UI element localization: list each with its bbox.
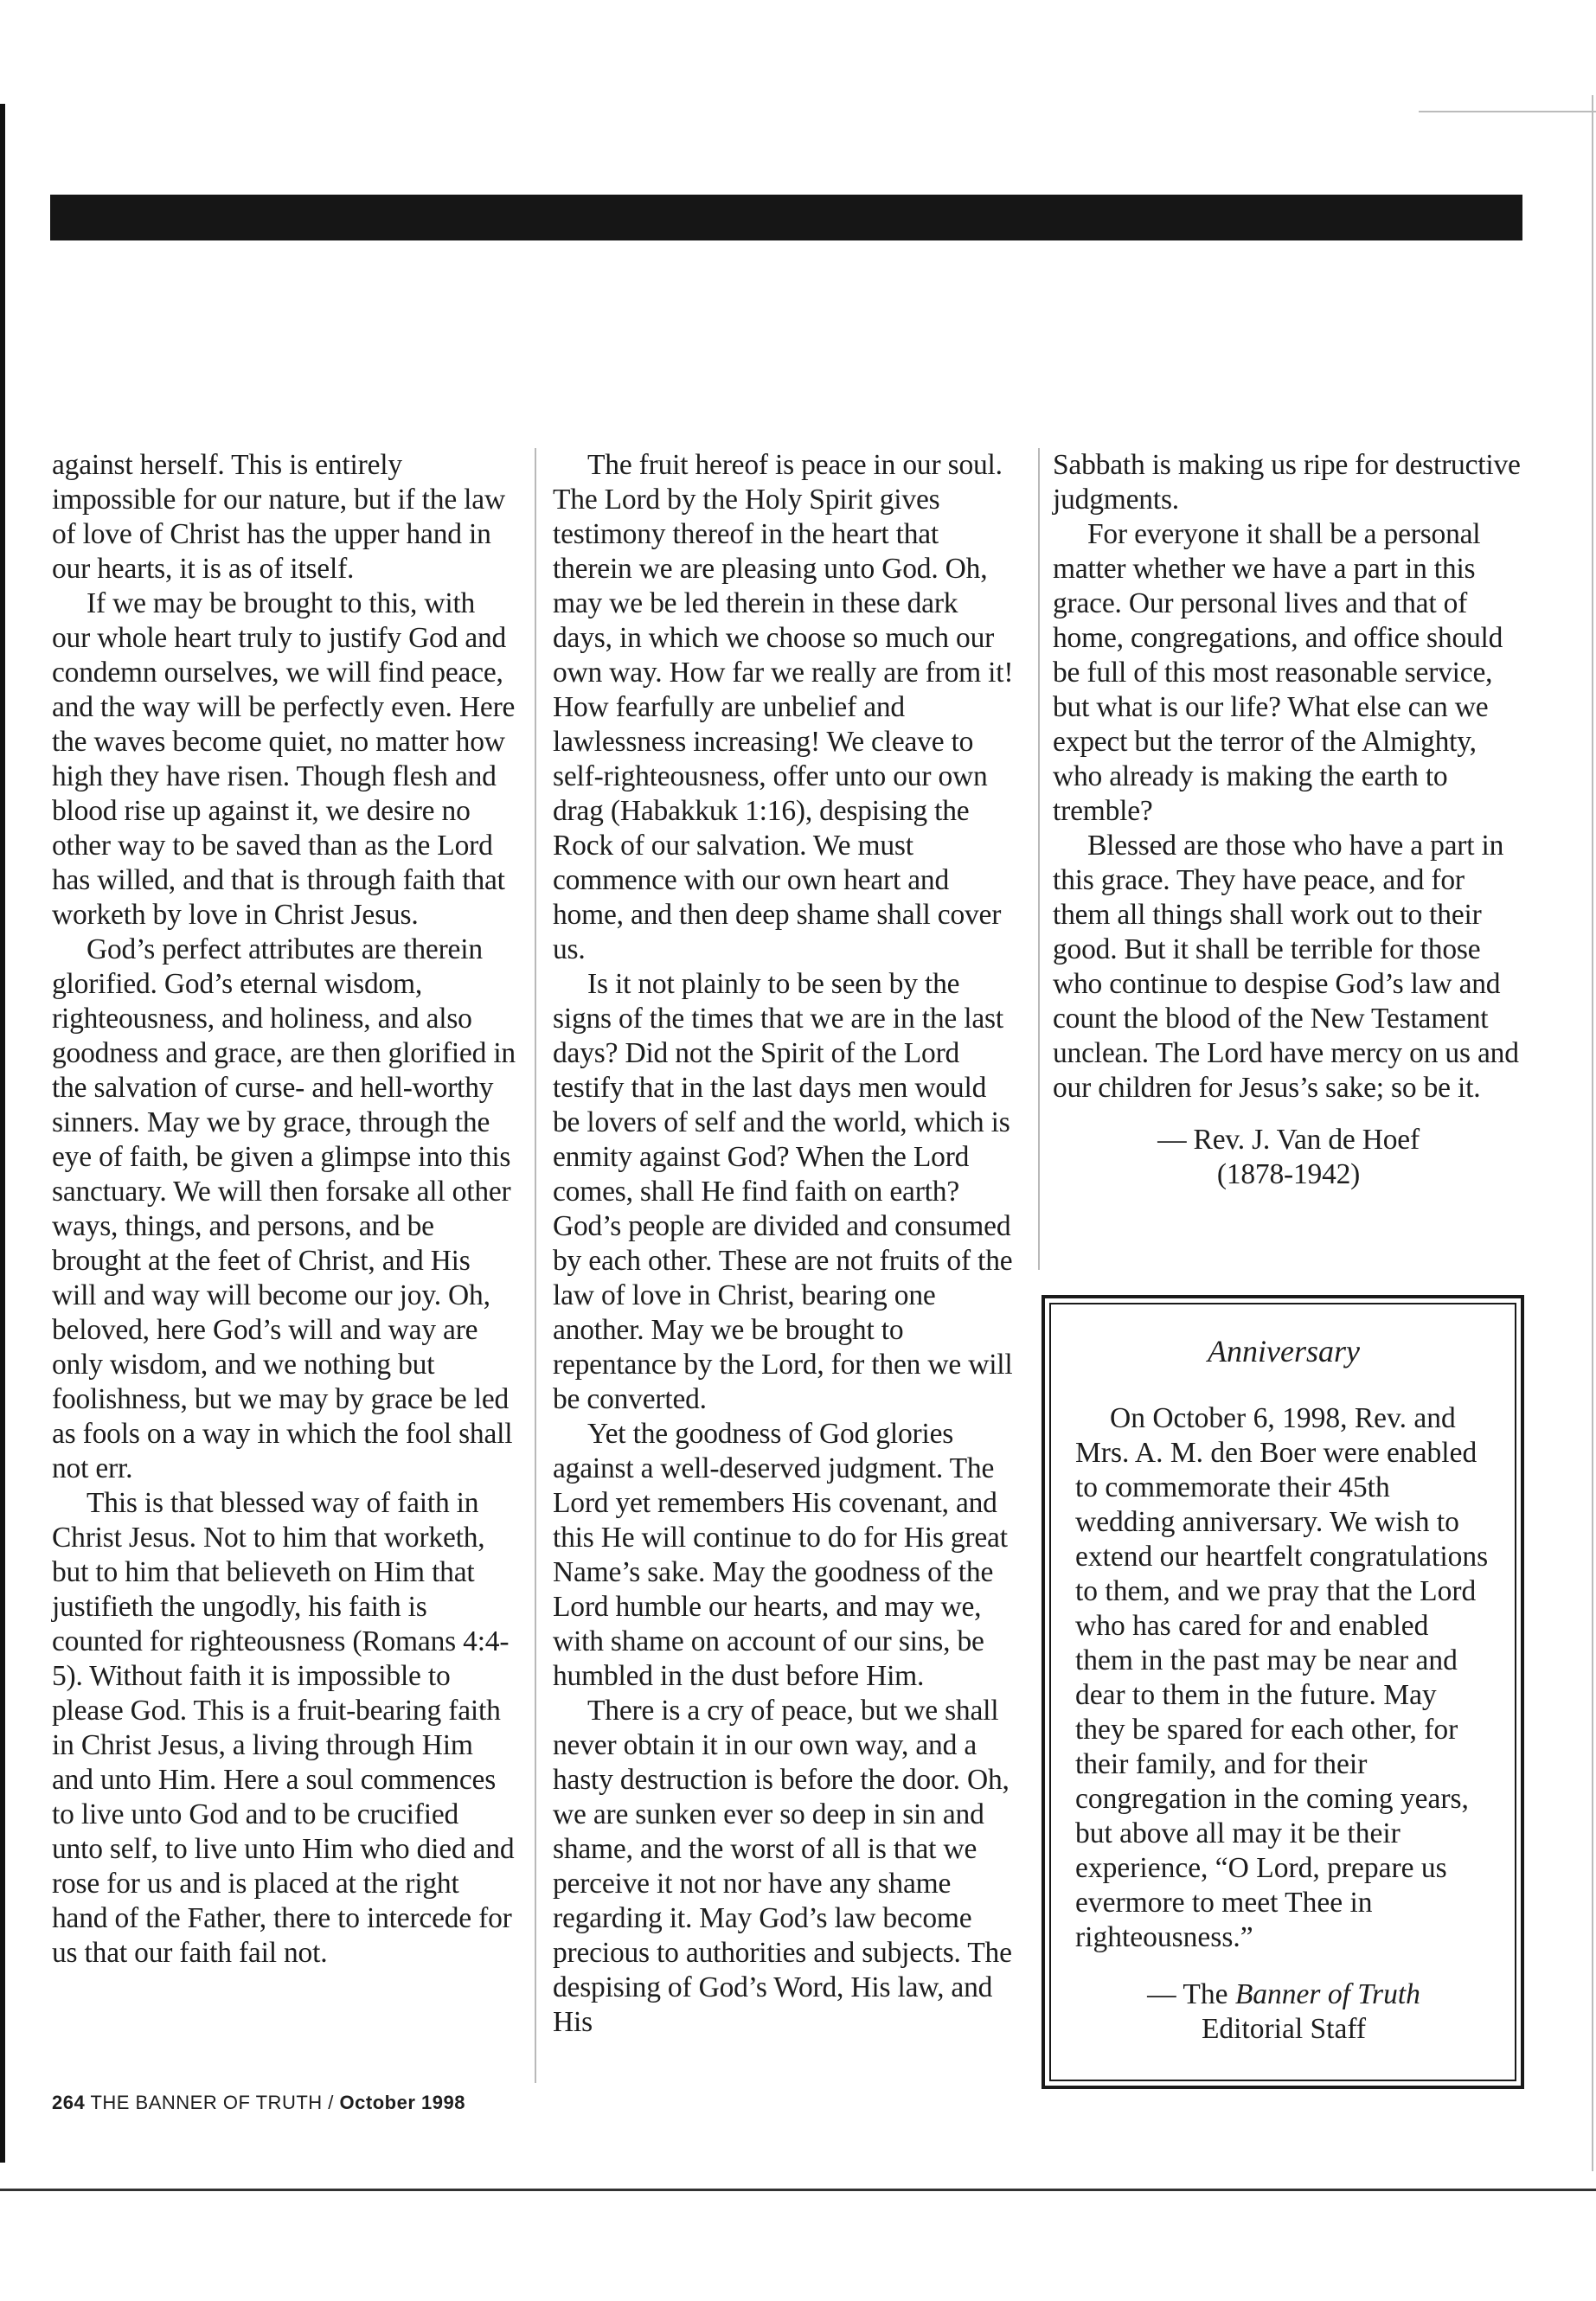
footer-separator: / — [328, 2092, 334, 2113]
anniversary-signature — [1075, 1977, 1492, 2047]
paragraph: Is it not plainly to be seen by the signs of the times that we are in the last days? Did not the Spirit of the Lord testify that in the last days men would be lovers of self and the world, which is enmity against God? When the Lord comes, shall He find faith on earth? God’s people are divided and consumed by each other. These are not fruits of the law of love in Christ, bearing one another. May we be brought to repentance by the Lord, for then we will be converted. — [553, 968, 1013, 1415]
paragraph: If we may be brought to this, with our whole heart truly to justify God and condemn ourselves, we will find peace, and the way will be perfectly even. Here the waves become quiet, no matter how high they have risen. Though flesh and blood rise up against it, we desire no other way to be saved than as the Lord has willed, and that is through faith that worketh by love in Christ Jesus. — [52, 587, 516, 931]
anniversary-body: On October 6, 1998, Rev. and Mrs. A. M. den Boer were enabled to commemorate their 45th wedding anniversary. We wish to extend our heartfelt congratulations to them, and we pray that the Lord who has cared for and enabled them in the past may be near and dear to them in the future. May they be spared for each other, for their family, and for their congregation in the coming years, but above all may it be their experience, “O Lord, prepare us evermore to meet Thee in righteousness.” — [1075, 1402, 1489, 1953]
anniversary-sign-prefix: — The — [1147, 1978, 1235, 2010]
author-dates: (1878-1942) — [1216, 1158, 1361, 1190]
column-divider-2 — [1038, 448, 1040, 1270]
column-divider-1 — [535, 448, 536, 2083]
article-column-1 — [52, 448, 516, 1971]
paragraph: The fruit hereof is peace in our soul. The Lord by the Holy Spirit gives testimony thereof in the heart that therein we are pleasing unto God. Oh, may we be led therein in these dark days, in which we choose so much our own way. How far we really are from it! How fearfully are unbelief and lawlessness increasing! We cleave to self-righteousness, offer unto our own drag (Habakkuk 1:16), despising the Rock of our salvation. We must commence with our own heart and home, and then deep shame shall cover us. — [553, 449, 1014, 965]
anniversary-title: Anniversary — [1208, 1334, 1360, 1368]
anniversary-box — [1042, 1295, 1524, 2089]
article-column-3 — [1053, 448, 1524, 1192]
author-signature — [1053, 1123, 1524, 1192]
page-number: 264 — [52, 2092, 86, 2113]
page-footer — [52, 2092, 465, 2114]
header-band — [50, 195, 1522, 240]
paragraph: Yet the goodness of God glories against a well-deserved judgment. The Lord yet remembers His covenant, and this He will continue to do for His great Name’s sake. May the goodness of the Lord humble our hearts, and may we, with shame on account of our sins, be humbled in the dust before Him. — [553, 1418, 1008, 1692]
paragraph: against herself. This is entirely impossible for our nature, but if the law of love of Christ has the upper hand in our hearts, it is as of itself. — [52, 449, 505, 585]
page-edge-top — [1419, 111, 1596, 112]
paragraph: God’s perfect attributes are therein glorified. God’s eternal wisdom, righteousness, and holiness, and also goodness and grace, are then glorified in the salvation of curse- and hell-worthy sinners. May we by grace, through the eye of faith, be given a glimpse into this sanctuary. We will then forsake all other ways, things, and persons, and be brought at the feet of Christ, and His will and way will become our joy. Oh, beloved, here God’s will and way are only wisdom, and we nothing but foolishness, but we may by grace be led as fools on a way in which the fool shall not err. — [52, 933, 516, 1484]
page-edge-bottom — [0, 2189, 1596, 2191]
paragraph: Blessed are those who have a part in this grace. They have peace, and for them all things shall work out to their good. But it shall be terrible for those who continue to despise God’s law and count the blood of the New Testament unclean. The Lord have mercy on us and our children for Jesus’s sake; so be it. — [1053, 830, 1519, 1104]
page-edge-right — [1592, 95, 1593, 2171]
anniversary-sign-staff: Editorial Staff — [1201, 2013, 1367, 2045]
paragraph: There is a cry of peace, but we shall never obtain it in our own way, and a hasty destruction is before the door. Oh, we are sunken ever so deep in sin and shame, and the worst of all is that we perceive it not nor have any shame regarding it. May God’s law become precious to authorities and subjects. The despising of God’s Word, His law, and His — [553, 1695, 1012, 2038]
anniversary-sign-title: Banner of Truth — [1234, 1978, 1420, 2010]
paragraph: Sabbath is making us ripe for destructive judgments. — [1053, 449, 1521, 516]
author-name: — Rev. J. Van de Hoef — [1157, 1124, 1420, 1156]
issue-date: October 1998 — [339, 2092, 465, 2113]
article-column-2 — [553, 448, 1020, 2040]
publication-name: THE BANNER OF TRUTH — [90, 2092, 323, 2113]
paragraph: This is that blessed way of faith in Christ Jesus. Not to him that worketh, but to him that believeth on Him that justifieth the ungodly, his faith is counted for righteousness (Romans 4:4-5). Without faith it is impossible to please God. This is a fruit-bearing faith in Christ Jesus, a living through Him and unto Him. Here a soul commences to live unto God and to be crucified unto self, to live unto Him who died and rose for us and is placed at the right hand of the Father, there to intercede for us that our faith fail not. — [52, 1487, 515, 1969]
page-edge-left — [0, 104, 5, 2163]
paragraph: For everyone it shall be a personal matter whether we have a part in this grace. Our personal lives and that of home, congregations, and office should be full of this most reasonable service, but what is our life? What else can we expect but the terror of the Almighty, who already is making the earth to tremble? — [1053, 518, 1503, 827]
